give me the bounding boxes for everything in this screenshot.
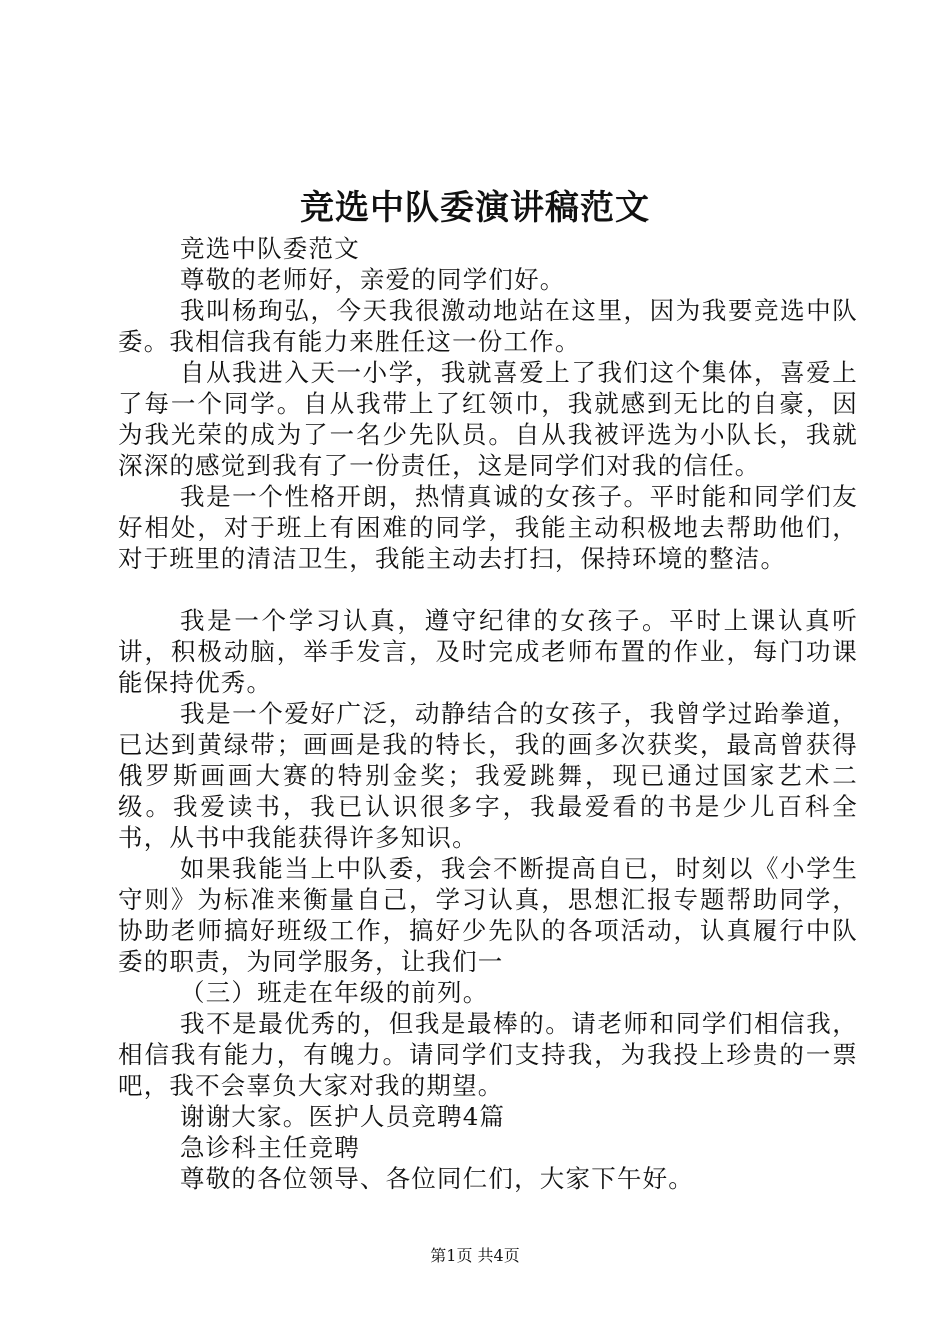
paragraph: 竞选中队委范文 [180, 234, 360, 263]
paragraph: 急诊科主任竞聘 [180, 1133, 360, 1162]
paragraph: 我叫杨珣弘，今天我很激动地站在这里，因为我要竞选中队委。我相信我有能力来胜任这一份工作。 [118, 296, 858, 356]
document-title: 竞选中队委演讲稿范文 [300, 188, 650, 228]
paragraph: 我不是最优秀的，但我是最棒的。请老师和同学们相信我，相信我有能力，有魄力。请同学们支持我，为我投上珍贵的一票吧，我不会辜负大家对我的期望。 [118, 1009, 858, 1100]
paragraph: 自从我进入天一小学，我就喜爱上了我们这个集体，喜爱上了每一个同学。自从我带上了红领巾，我就感到无比的自豪，因为我光荣的成为了一名少先队员。自从我被评选为小队长，我就深深的感觉到我有了一份责任，这是同学们对我的信任。 [118, 358, 858, 480]
paragraph: 谢谢大家。医护人员竞聘4篇 [180, 1102, 506, 1131]
document-body [118, 233, 858, 1194]
paragraph: 我是一个学习认真，遵守纪律的女孩子。平时上课认真听讲，积极动脑，举手发言，及时完成老师布置的作业，每门功课能保持优秀。 [118, 606, 858, 697]
paragraph: 我是一个爱好广泛，动静结合的女孩子，我曾学过跆拳道，已达到黄绿带；画画是我的特长，我的画多次获奖，最高曾获得俄罗斯画画大赛的特别金奖；我爱跳舞，现已通过国家艺术二级。我爱读书，我已认识很多字，我最爱看的书是少儿百科全书，从书中我能获得许多知识。 [118, 699, 858, 852]
paragraph: 尊敬的各位领导、各位同仁们，大家下午好。 [180, 1164, 694, 1193]
paragraph: 我是一个性格开朗，热情真诚的女孩子。平时能和同学们友好相处，对于班上有困难的同学，我能主动积极地去帮助他们，对于班里的清洁卫生，我能主动去打扫，保持环境的整洁。 [118, 482, 858, 573]
paragraph: （三）班走在年级的前列。 [180, 978, 489, 1007]
paragraph: 尊敬的老师好，亲爱的同学们好。 [180, 265, 566, 294]
paragraph: 如果我能当上中队委，我会不断提高自已，时刻以《小学生守则》为标准来衡量自己，学习认真，思想汇报专题帮助同学，协助老师搞好班级工作，搞好少先队的各项活动，认真履行中队委的职责，为同学服务，让我们一 [118, 854, 858, 976]
page-footer: 第1页 共4页 [430, 1246, 520, 1265]
